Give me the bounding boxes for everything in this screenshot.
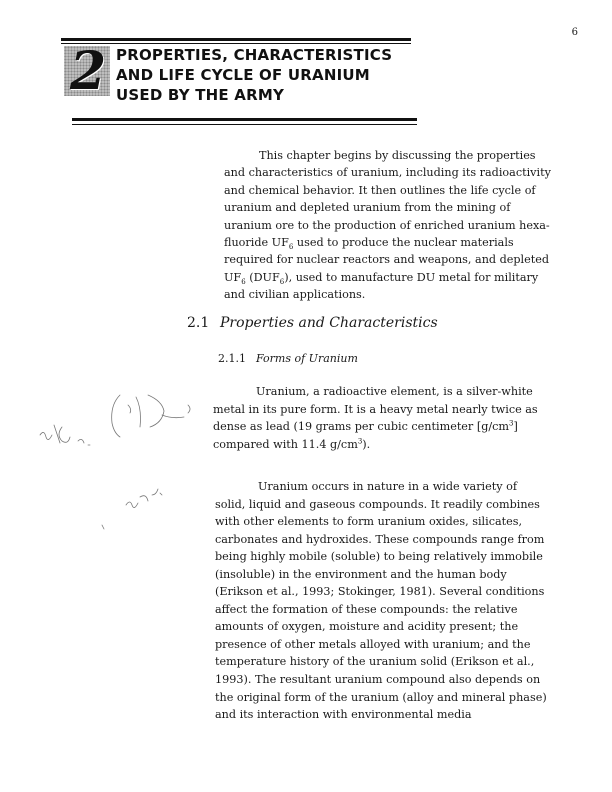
header-rule-bottom-thin <box>72 124 417 125</box>
page-number: 6 <box>571 27 578 38</box>
margin-handwriting-scribble <box>28 375 208 555</box>
intro-paragraph: This chapter begins by discussing the properties and characteristics of uranium, including its radioactivity and chemical behavior. It then outlines the life cycle of uranium and depleted uranium from the mining of uranium ore to the production of enriched uranium hexa-fluoride $UF_6$ used to produce the nuclear materials required for nuclear reactors and weapons, and depleted $UF_6$ $(DUF_6)$, used to manufacture DU metal for military and civilian applications. <box>224 149 551 302</box>
scribble-stroke <box>102 525 104 529</box>
occurrence-paragraph: Uranium occurs in nature in a wide variety of solid, liquid and gaseous compounds. It readily combines with other elements to form uranium oxides, silicates, carbonates and hydroxides. These compounds range from being highly mobile (soluble) to being relatively immobile (insoluble) in the environment and the human body (Erikson et al., 1993; Stokinger, 1981). Several conditions affect the formation of these compounds: the relative amounts of oxygen, moisture and acidity present; the presence of other metals alloyed with uranium; and the temperature history of the uranium solid (Erikson et al., 1993). The resultant uranium compound also depends on the original form of the uranium (alloy and mineral phase) and its interaction with environmental media <box>215 480 547 722</box>
scribble-stroke <box>126 489 162 508</box>
subsection-number: 2.1.1 <box>218 352 246 365</box>
chapter-number: 2 <box>70 41 107 102</box>
scribble-stroke <box>148 395 190 427</box>
subsection-heading <box>218 352 358 365</box>
subsection-title: Forms of Uranium <box>256 352 358 365</box>
header-rule-bottom <box>72 118 417 121</box>
chapter-title: PROPERTIES, CHARACTERISTICS AND LIFE CYCLE OF URANIUM USED BY THE ARMY <box>116 46 393 104</box>
section-number: 2.1 <box>187 315 210 331</box>
section-heading <box>187 315 438 331</box>
forms-paragraph: Uranium, a radioactive element, is a silver-white metal in its pure form. It is a heavy metal nearly twice as dense as lead (19 grams per cubic centimeter $[g/cm^3]$ compared with 11.4 $g/cm^3$). <box>213 385 538 451</box>
header-rule-top <box>61 38 411 41</box>
scribble-stroke <box>78 439 90 445</box>
header-rule-top-thin <box>61 43 411 44</box>
section-title: Properties and Characteristics <box>220 315 438 331</box>
scribble-stroke <box>40 425 70 443</box>
scribble-stroke <box>112 395 141 437</box>
